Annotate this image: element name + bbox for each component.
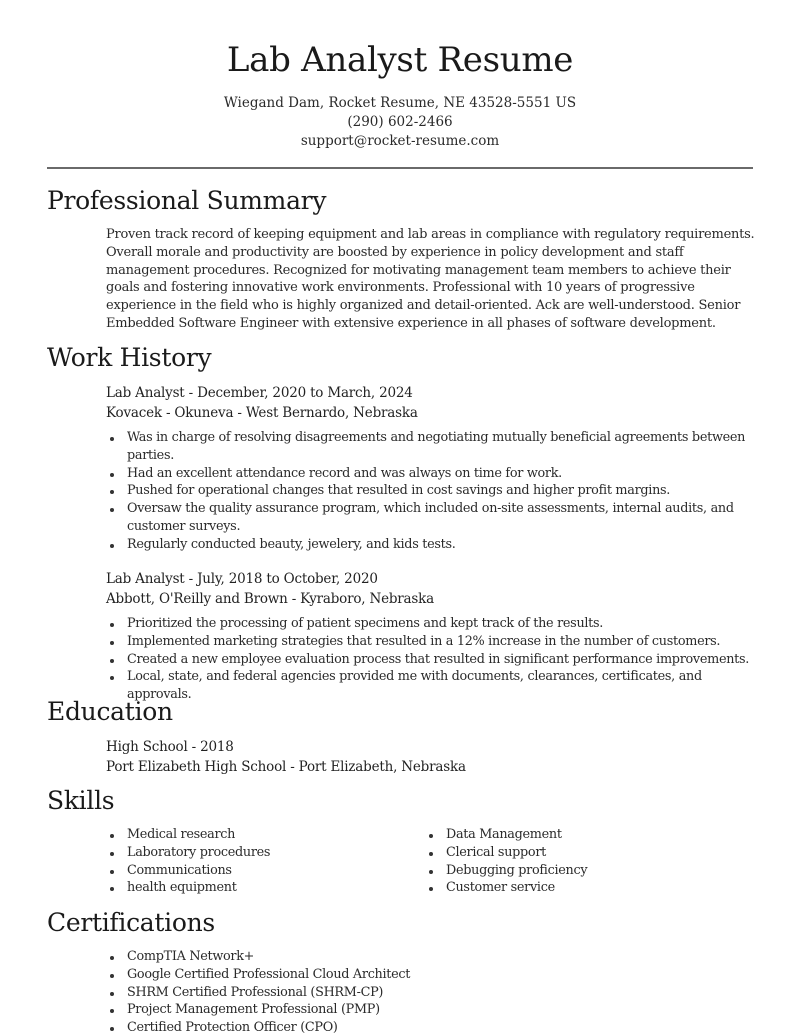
contact-info — [0, 94, 800, 151]
list-item: Oversaw the quality assurance program, which included on-site assessments, internal audits, and customer surveys. — [106, 500, 756, 536]
section-heading-education: Education — [47, 697, 173, 726]
section-heading-work-history: Work History — [47, 343, 212, 372]
education-school-location: Port Elizabeth High School - Port Elizabeth, Nebraska — [106, 759, 466, 775]
list-item: Prioritized the processing of patient specimens and kept track of the results. — [106, 615, 756, 633]
list-item: Laboratory procedures — [106, 844, 425, 862]
job-title-dates: Lab Analyst - December, 2020 to March, 2024 — [106, 385, 413, 401]
list-item: Pushed for operational changes that resulted in cost savings and higher profit margins. — [106, 482, 756, 500]
list-item: Google Certified Professional Cloud Architect — [106, 966, 756, 984]
job-entry — [106, 383, 756, 554]
list-item: Local, state, and federal agencies provided me with documents, clearances, certificates, and approvals. — [106, 668, 756, 704]
list-item: Communications — [106, 862, 425, 880]
list-item: Project Management Professional (PMP) — [106, 1001, 756, 1019]
section-heading-certifications: Certifications — [47, 908, 215, 937]
skills-column-right — [425, 826, 744, 897]
skills-column-left — [106, 826, 425, 897]
address: Wiegand Dam, Rocket Resume, NE 43528-5551 US — [223, 95, 577, 111]
list-item: CompTIA Network+ — [106, 948, 756, 966]
section-heading-skills: Skills — [47, 786, 115, 815]
header-divider — [47, 167, 753, 169]
certifications-list — [106, 948, 756, 1035]
education-entry — [106, 737, 756, 777]
list-item: health equipment — [106, 879, 425, 897]
list-item: Certified Protection Officer (CPO) — [106, 1019, 756, 1035]
email: support@rocket-resume.com — [300, 133, 500, 149]
job-bullets — [106, 429, 756, 554]
summary-text: Proven track record of keeping equipment and lab areas in compliance with regulatory requirements. Overall morale and productivity are boosted by experience in policy development and staff management procedures. Recognized for motivating management team members to achieve their goals and fostering innovative work environments. Professional with 10 years of progressive experience in the field who is highly organized and detail-oriented. Ack are well-understood. Senior Embedded Software Engineer with extensive experience in all phases of software development. — [106, 227, 755, 331]
education-degree-year: High School - 2018 — [106, 739, 234, 755]
list-item: Regularly conducted beauty, jewelery, and kids tests. — [106, 536, 756, 554]
skills-list — [106, 826, 756, 897]
list-item: Had an excellent attendance record and was always on time for work. — [106, 465, 756, 483]
section-heading-summary: Professional Summary — [47, 186, 327, 215]
list-item: Was in charge of resolving disagreements and negotiating mutually beneficial agreements between parties. — [106, 429, 756, 465]
list-item: Clerical support — [425, 844, 744, 862]
job-title-dates: Lab Analyst - July, 2018 to October, 2020 — [106, 571, 378, 587]
list-item: Debugging proficiency — [425, 862, 744, 880]
list-item: Customer service — [425, 879, 744, 897]
job-bullets — [106, 615, 756, 704]
job-entry — [106, 569, 756, 704]
resume-title: Lab Analyst Resume — [226, 40, 574, 80]
job-company-location: Kovacek - Okuneva - West Bernardo, Nebraska — [106, 405, 418, 421]
list-item: SHRM Certified Professional (SHRM-CP) — [106, 984, 756, 1002]
job-company-location: Abbott, O'Reilly and Brown - Kyraboro, Nebraska — [106, 591, 434, 607]
list-item: Created a new employee evaluation process that resulted in significant performance improvements. — [106, 651, 756, 669]
list-item: Implemented marketing strategies that resulted in a 12% increase in the number of customers. — [106, 633, 756, 651]
list-item: Data Management — [425, 826, 744, 844]
certifications-bullets — [106, 948, 756, 1035]
list-item: Medical research — [106, 826, 425, 844]
phone: (290) 602-2466 — [347, 114, 453, 130]
